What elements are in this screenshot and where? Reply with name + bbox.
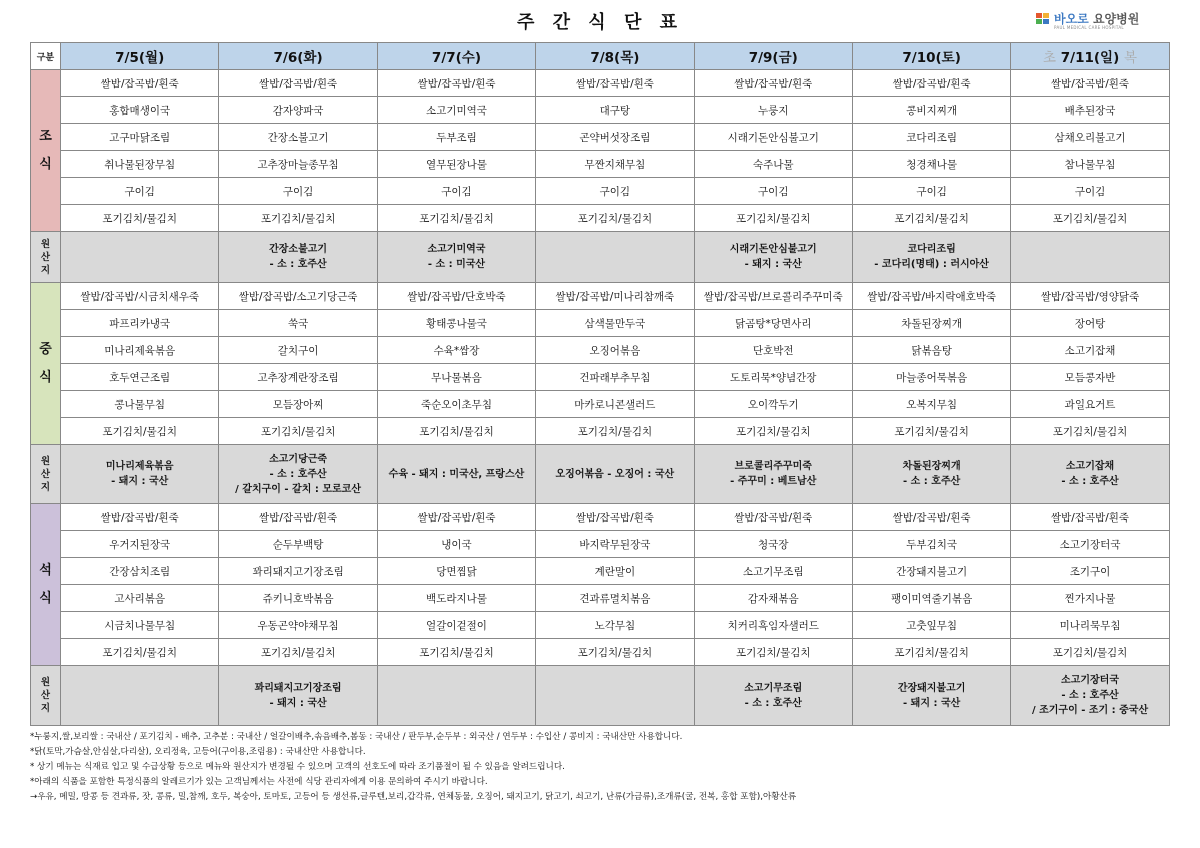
menu-item: 파프리카냉국 [61,310,219,337]
origin-label [31,666,61,726]
menu-item: 콩나물무침 [61,391,219,418]
menu-item: 얼갈이겉절이 [377,612,535,639]
origin-text: 소고기미역국 [427,244,486,255]
menu-item: 쌀밥/잡곡밥/흰죽 [377,70,535,97]
menu-item: 모듬장아찌 [219,391,377,418]
menu-item: 포기김치/물김치 [61,639,219,666]
origin-text: - 소 : 미국산 [427,259,486,270]
menu-item: 꽈리돼지고기장조림 [219,558,377,585]
origin-text: - 코다리(명태) : 러시아산 [874,259,989,270]
menu-item: 과일요거트 [1011,391,1169,418]
lunch-menu-row [31,418,1170,445]
menu-item: 도토리묵*양념간장 [694,364,852,391]
menu-item: 포기김치/물김치 [61,205,219,232]
origin-label [31,445,61,504]
origin-text: / 갈치구이 - 갈치 : 모로코산 [235,483,361,495]
menu-item: 청국장 [694,531,852,558]
menu-item: 포기김치/물김치 [852,205,1010,232]
menu-item: 구이김 [536,178,694,205]
origin-text: - 소 : 호주산 [269,468,327,480]
origin-label-char: 원 [40,677,51,688]
menu-item: 단호박전 [694,337,852,364]
dinner-label-char: 석 [39,562,52,578]
origin-text: 차돌된장찌개 [902,461,961,472]
lunch-origin-row [31,445,1170,504]
menu-item: 쌀밥/잡곡밥/흰죽 [536,70,694,97]
day-header: 7/7(수) [377,43,535,70]
origin-text: - 돼지 : 국산 [111,476,169,487]
menu-item: 포기김치/물김치 [536,418,694,445]
menu-item: 닭볶음탕 [852,337,1010,364]
origin-cell [852,232,1010,283]
footnote-line: * 상기 메뉴는 식재료 입고 및 수급상황 등으로 메뉴와 원산지가 변경될 수 있으며 고객의 선호도에 따라 조기품절이 될 수 있음을 알려드립니다. [30,762,565,772]
logo-subtitle: PAUL MEDICAL CARE HOSPITAL [1054,25,1124,30]
menu-item: 소고기무조림 [694,558,852,585]
lunch-menu-row [31,310,1170,337]
menu-item: 노각무침 [536,612,694,639]
menu-item: 포기김치/물김치 [377,418,535,445]
menu-item: 포기김치/물김치 [852,639,1010,666]
dinner-menu-row [31,558,1170,585]
menu-item: 쌀밥/잡곡밥/흰죽 [694,504,852,531]
day-header: 7/8(목) [536,43,694,70]
hospital-logo [1036,10,1176,30]
menu-item: 쌀밥/잡곡밥/흰죽 [377,504,535,531]
origin-cell [536,232,694,283]
day-header-sunday [1011,43,1169,70]
origin-label-char: 원 [40,455,51,467]
day-header-text: 7/11(일) [1060,50,1120,66]
menu-item: 포기김치/물김치 [377,205,535,232]
menu-item: 소고기잡채 [1011,337,1169,364]
dinner-label-char: 식 [39,590,52,606]
origin-text: - 소 : 호주산 [1061,690,1119,701]
origin-text: 꽈리돼지고기장조림 [254,682,342,694]
menu-item: 쌀밥/잡곡밥/단호박죽 [377,283,535,310]
menu-item: 고구마닭조림 [61,124,219,151]
dinner-label [31,504,61,666]
breakfast-menu-row [31,205,1170,232]
menu-item: 열무된장나물 [377,151,535,178]
lunch-menu-row [31,283,1170,310]
menu-item: 포기김치/물김치 [61,418,219,445]
menu-item: 포기김치/물김치 [1011,418,1169,445]
origin-cell [852,666,1010,726]
logo-icon [1036,13,1050,25]
origin-text: - 소 : 호주산 [903,476,961,487]
origin-text: - 소 : 호주산 [1061,476,1119,487]
origin-cell [1011,232,1169,283]
menu-item: 닭곰탕*당면사리 [694,310,852,337]
menu-item: 쥬키니호박볶음 [219,585,377,612]
footnotes [30,730,1170,805]
origin-text: 소고기무조림 [744,682,803,694]
menu-item: 우거지된장국 [61,531,219,558]
menu-item: 두부김치국 [852,531,1010,558]
menu-item: 포기김치/물김치 [536,639,694,666]
origin-cell [852,445,1010,504]
weekly-menu-table [30,42,1170,726]
category-header: 구분 [31,43,61,70]
breakfast-menu-row [31,151,1170,178]
origin-text: 소고기당근죽 [269,453,328,465]
menu-item: 미나리묵무침 [1011,612,1169,639]
menu-item: 마늘종어묵볶음 [852,364,1010,391]
menu-item: 차돌된장찌개 [852,310,1010,337]
origin-cell [377,666,535,726]
lunch-label [31,283,61,445]
origin-text: 코다리조림 [907,244,956,255]
origin-text: 소고기잡채 [1065,461,1115,472]
menu-item: 치커리흑임자샐러드 [694,612,852,639]
menu-item: 감자채볶음 [694,585,852,612]
menu-item: 고춧잎무침 [852,612,1010,639]
menu-item: 코다리조림 [852,124,1010,151]
menu-item: 견과류멸치볶음 [536,585,694,612]
menu-item: 취나물된장무침 [61,151,219,178]
menu-item: 고추장계란장조림 [219,364,377,391]
origin-cell [61,232,219,283]
menu-item: 쌀밥/잡곡밥/영양닭죽 [1011,283,1169,310]
breakfast-label [31,70,61,232]
origin-text: 미나리제육볶음 [105,461,174,472]
dinner-origin-row [31,666,1170,726]
menu-item: 마카로니콘샐러드 [536,391,694,418]
dinner-menu-row [31,585,1170,612]
origin-label-char: 원 [40,238,51,250]
menu-item: 포기김치/물김치 [219,418,377,445]
menu-item: 오복지무침 [852,391,1010,418]
origin-text: - 돼지 : 국산 [903,697,961,709]
footnote-line: *닭(토막,가슴살,안심살,다리살), 오리정육, 고등어(구이용,조림용) : 국내산만 사용합니다. [30,747,366,757]
menu-item: 시래기돈안심불고기 [694,124,852,151]
origin-text: 간장소불고기 [269,244,328,255]
origin-text: / 조기구이 - 조기 : 중국산 [1031,705,1149,716]
menu-item: 바지락무된장국 [536,531,694,558]
menu-item: 냉이국 [377,531,535,558]
menu-item: 쌀밥/잡곡밥/바지락애호박죽 [852,283,1010,310]
menu-item: 감자양파국 [219,97,377,124]
origin-text: 브로콜리주꾸미죽 [734,461,812,472]
menu-item: 오징어볶음 [536,337,694,364]
menu-item: 쌀밥/잡곡밥/흰죽 [1011,504,1169,531]
origin-cell [536,666,694,726]
day-header: 7/5(월) [61,43,219,70]
menu-item: 황태콩나물국 [377,310,535,337]
breakfast-menu-row [31,124,1170,151]
menu-item: 고사리볶음 [61,585,219,612]
menu-item: 장어탕 [1011,310,1169,337]
origin-label-char: 산 [40,690,51,701]
menu-item: 쌀밥/잡곡밥/흰죽 [61,70,219,97]
origin-cell [694,445,852,504]
page-title: 주 간 식 단 표 [516,12,683,33]
origin-cell [694,232,852,283]
menu-item: 조기구이 [1011,558,1169,585]
menu-item: 우동곤약야채무침 [219,612,377,639]
origin-text: 소고기장터국 [1061,675,1120,686]
menu-item: 무짠지채무침 [536,151,694,178]
menu-item: 쌀밥/잡곡밥/흰죽 [852,70,1010,97]
menu-item: 두부조림 [377,124,535,151]
footnote-line: →우유, 메밀, 땅콩 등 견과류, 잣, 콩류, 밀,참깨, 호두, 복숭아, 토마토, 고등어 등 생선류,글루텐,보리,갑각류, 연체동물, 오징어, 돼지고기, 닭고기, 쇠고기, 난류(가금류),조개류(굴, 전복, 홍합 포함),아황산류 [30,792,797,802]
origin-text: - 소 : 호주산 [744,697,802,709]
origin-cell [219,666,377,726]
menu-item: 포기김치/물김치 [219,205,377,232]
dinner-menu-row [31,531,1170,558]
menu-item: 간장삼치조림 [61,558,219,585]
origin-cell [536,445,694,504]
menu-item: 쌀밥/잡곡밥/미나리참깨죽 [536,283,694,310]
menu-item: 시금치나물무침 [61,612,219,639]
menu-item: 구이김 [219,178,377,205]
menu-item: 계란말이 [536,558,694,585]
origin-cell [377,232,535,283]
menu-item: 쌀밥/잡곡밥/흰죽 [694,70,852,97]
menu-item: 소고기장터국 [1011,531,1169,558]
menu-item: 구이김 [1011,178,1169,205]
menu-item: 당면찜닭 [377,558,535,585]
menu-item: 참나물무침 [1011,151,1169,178]
menu-item: 포기김치/물김치 [694,418,852,445]
origin-cell [1011,666,1169,726]
menu-item: 구이김 [377,178,535,205]
day-header: 7/9(금) [694,43,852,70]
origin-label-char: 산 [40,251,51,263]
menu-item: 호두연근조림 [61,364,219,391]
origin-text: - 돼지 : 국산 [269,697,327,709]
breakfast-menu-row [31,178,1170,205]
menu-item: 구이김 [61,178,219,205]
origin-cell [61,666,219,726]
origin-cell [219,445,377,504]
menu-item: 누룽지 [694,97,852,124]
breakfast-origin-row [31,232,1170,283]
menu-item: 포기김치/물김치 [219,639,377,666]
lunch-menu-row [31,391,1170,418]
menu-item: 콩비지찌개 [852,97,1010,124]
day-header: 7/10(토) [852,43,1010,70]
menu-item: 곤약버섯장조림 [536,124,694,151]
menu-item: 쌀밥/잡곡밥/흰죽 [219,504,377,531]
chobok-left-mark: 초 [1043,50,1057,66]
breakfast-label-char: 조 [39,128,52,144]
origin-text: 수육 - 돼지 : 미국산, 프랑스산 [388,468,525,480]
menu-item: 쌀밥/잡곡밥/흰죽 [852,504,1010,531]
menu-item: 쌀밥/잡곡밥/브로콜리주꾸미죽 [694,283,852,310]
menu-item: 팽이미역줄기볶음 [852,585,1010,612]
menu-item: 쌀밥/잡곡밥/흰죽 [219,70,377,97]
menu-item: 찐가지나물 [1011,585,1169,612]
dinner-menu-row [31,612,1170,639]
menu-item: 배추된장국 [1011,97,1169,124]
breakfast-menu-row [31,97,1170,124]
menu-item: 간장소불고기 [219,124,377,151]
menu-item: 삼채오리불고기 [1011,124,1169,151]
menu-item: 소고기미역국 [377,97,535,124]
origin-cell [1011,445,1169,504]
menu-item: 포기김치/물김치 [377,639,535,666]
dinner-menu-row [31,639,1170,666]
breakfast-label-char: 식 [39,156,52,172]
origin-text: 간장돼지불고기 [897,682,966,694]
origin-text: - 소 : 호주산 [269,259,327,270]
chobok-right-mark: 복 [1123,50,1138,66]
origin-cell [377,445,535,504]
menu-item: 쌀밥/잡곡밥/소고기당근죽 [219,283,377,310]
origin-text: 오징어볶음 - 오징어 : 국산 [555,468,675,480]
menu-item: 대구탕 [536,97,694,124]
origin-cell [694,666,852,726]
menu-item: 미나리제육볶음 [61,337,219,364]
menu-item: 고추장마늘종무침 [219,151,377,178]
menu-item: 포기김치/물김치 [1011,639,1169,666]
origin-cell [61,445,219,504]
menu-item: 홍합매생이국 [61,97,219,124]
menu-item: 순두부백탕 [219,531,377,558]
origin-label-char: 지 [40,481,51,493]
menu-item: 백도라지나물 [377,585,535,612]
menu-item: 포기김치/물김치 [852,418,1010,445]
logo-name: 바오로 요양병원 [1054,12,1140,26]
menu-item: 무나물볶음 [377,364,535,391]
footnote-line: *누룽지,쌀,보리쌀 : 국내산 / 포기김치 - 배추, 고추분 : 국내산 / 얼갈이배추,솎음배추,봄동 : 국내산 / 판두부,순두부 : 외국산 / 연두부 : 수입산 / 콩비지 : 국내산만 사용합니다. [30,732,683,742]
header-row [31,43,1170,70]
lunch-menu-row [31,364,1170,391]
menu-item: 쌀밥/잡곡밥/흰죽 [1011,70,1169,97]
menu-item: 숙주나물 [694,151,852,178]
menu-item: 건파래부추무침 [536,364,694,391]
origin-text: - 주꾸미 : 베트남산 [730,476,817,487]
menu-item: 구이김 [694,178,852,205]
menu-item: 간장돼지불고기 [852,558,1010,585]
menu-item: 구이김 [852,178,1010,205]
origin-label [31,232,61,283]
lunch-menu-row [31,337,1170,364]
menu-item: 삼색물만두국 [536,310,694,337]
menu-item: 청경채나물 [852,151,1010,178]
dinner-menu-row [31,504,1170,531]
origin-text: 시래기돈안심불고기 [729,244,817,255]
menu-item: 포기김치/물김치 [1011,205,1169,232]
origin-label-char: 산 [40,468,51,480]
footnote-line: *아래의 식품을 포함한 특정식품의 알레르기가 있는 고객님께서는 사전에 식당 관리자에게 이용 문의하여 주시기 바랍니다. [30,777,488,787]
menu-item: 포기김치/물김치 [694,639,852,666]
menu-item: 포기김치/물김치 [536,205,694,232]
lunch-label-char: 중 [39,341,52,357]
menu-item: 쌀밥/잡곡밥/시금치새우죽 [61,283,219,310]
menu-item: 갈치구이 [219,337,377,364]
breakfast-menu-row [31,70,1170,97]
origin-label-char: 지 [40,264,51,276]
menu-item: 오이깍두기 [694,391,852,418]
menu-item: 쑥국 [219,310,377,337]
lunch-label-char: 식 [39,369,52,385]
day-header: 7/6(화) [219,43,377,70]
menu-item: 쌀밥/잡곡밥/흰죽 [536,504,694,531]
origin-cell [219,232,377,283]
origin-label-char: 지 [40,703,51,714]
origin-text: - 돼지 : 국산 [744,259,802,270]
menu-item: 모듬콩자반 [1011,364,1169,391]
menu-item: 쌀밥/잡곡밥/흰죽 [61,504,219,531]
menu-item: 죽순오이초무침 [377,391,535,418]
menu-item: 수육*쌈장 [377,337,535,364]
menu-item: 포기김치/물김치 [694,205,852,232]
